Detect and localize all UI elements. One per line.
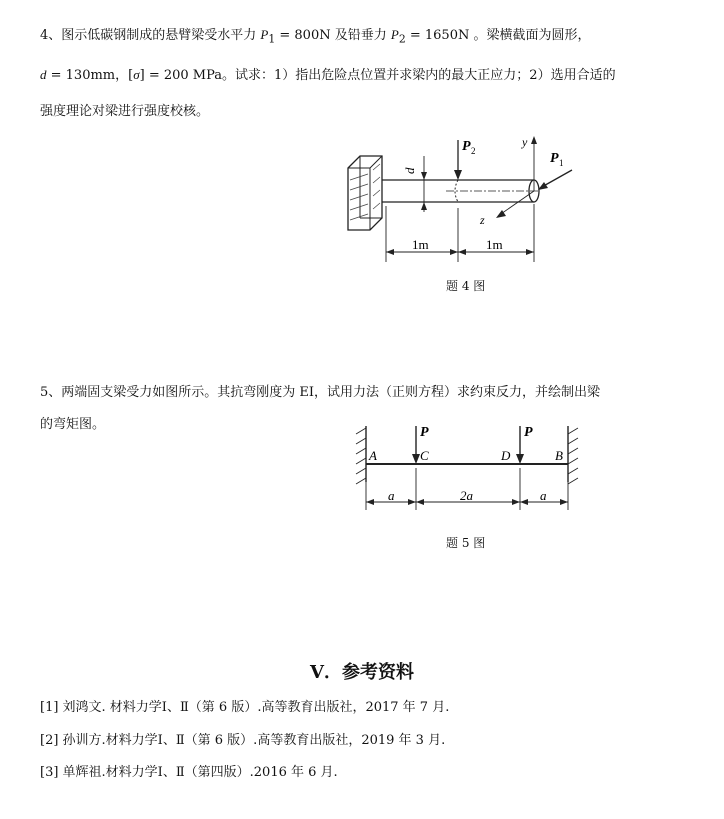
p1-subscript: 1 (268, 32, 276, 46)
length-dimensions (386, 204, 534, 262)
reference-item-1: [1] 刘鸿文. 材料力学Ⅰ、Ⅱ（第 6 版）.高等教育出版社，2017 年 7 月. (40, 700, 450, 715)
label-d-point: D (501, 448, 511, 463)
figure-4-cantilever (340, 128, 590, 268)
p2-symbol: P (390, 27, 399, 42)
label-p2-sub: 2 (471, 146, 476, 156)
label-d: d (402, 167, 417, 174)
problem4-line1 (40, 26, 590, 49)
p2-value: = 1650N 。梁横截面为圆形， (405, 28, 591, 43)
label-a-point: A (369, 448, 377, 463)
label-p1-sub: 1 (559, 158, 564, 168)
problem4-text-a: 4、图示低碳钢制成的悬臂梁受水平力 (40, 28, 261, 43)
force-p2-arrow (454, 140, 462, 180)
figure-5-fixed-beam (352, 420, 582, 516)
dim-1m-right: 1m (486, 237, 503, 252)
p1-symbol: P (260, 27, 269, 42)
reference-item-2: [2] 孙训方.材料力学Ⅰ、Ⅱ（第 6 版）.高等教育出版社，2019 年 3 月. (40, 733, 446, 748)
force-p1-arrow (538, 170, 572, 190)
problem4-line3: 强度理论对梁进行强度校核。 (40, 104, 210, 119)
sigma-symbol: σ (133, 67, 140, 82)
reference-item-3: [3] 单辉祖.材料力学Ⅰ、Ⅱ（第四版）.2016 年 6 月. (40, 765, 338, 780)
label-c-point: C (420, 448, 429, 463)
problem5-line2: 的弯矩图。 (40, 417, 106, 432)
beam (382, 180, 539, 202)
label-y: y (522, 135, 528, 149)
d-symbol: d (40, 67, 47, 82)
d-value: = 130mm，[ (46, 68, 134, 83)
dim-a-right: a (540, 488, 547, 503)
figure-4-caption: 题 4 图 (446, 279, 486, 293)
label-p1: P (550, 151, 559, 166)
figure-5-caption: 题 5 图 (446, 536, 486, 550)
load-label-p-left: P (420, 425, 429, 440)
right-fixed-support (568, 426, 578, 484)
p1-value: = 800N 及铅垂力 (275, 28, 391, 43)
load-label-p-right: P (524, 425, 533, 440)
label-b-point: B (555, 448, 563, 463)
z-axis-arrow (496, 191, 534, 218)
diameter-dimension (421, 156, 427, 212)
dim-a-left: a (388, 488, 395, 503)
p2-subscript: 2 (398, 32, 406, 46)
dim-2a: 2a (460, 488, 473, 503)
label-p2: P (462, 139, 471, 154)
label-z: z (480, 213, 485, 227)
sigma-value: ] = 200 MPa。试求：1）指出危险点位置并求梁内的最大正应力；2）选用合适的 (139, 68, 616, 83)
left-fixed-support (356, 426, 366, 484)
load-at-c (412, 426, 420, 464)
load-at-d (516, 426, 524, 464)
dim-1m-left: 1m (412, 237, 429, 252)
problem4-line2 (40, 66, 616, 85)
fixed-wall (348, 156, 382, 230)
references-heading: V．参考资料 (310, 662, 414, 683)
problem5-line1: 5、两端固支梁受力如图所示。其抗弯刚度为 EI，试用力法（正则方程）求约束反力，并绘制出梁 (40, 385, 601, 400)
